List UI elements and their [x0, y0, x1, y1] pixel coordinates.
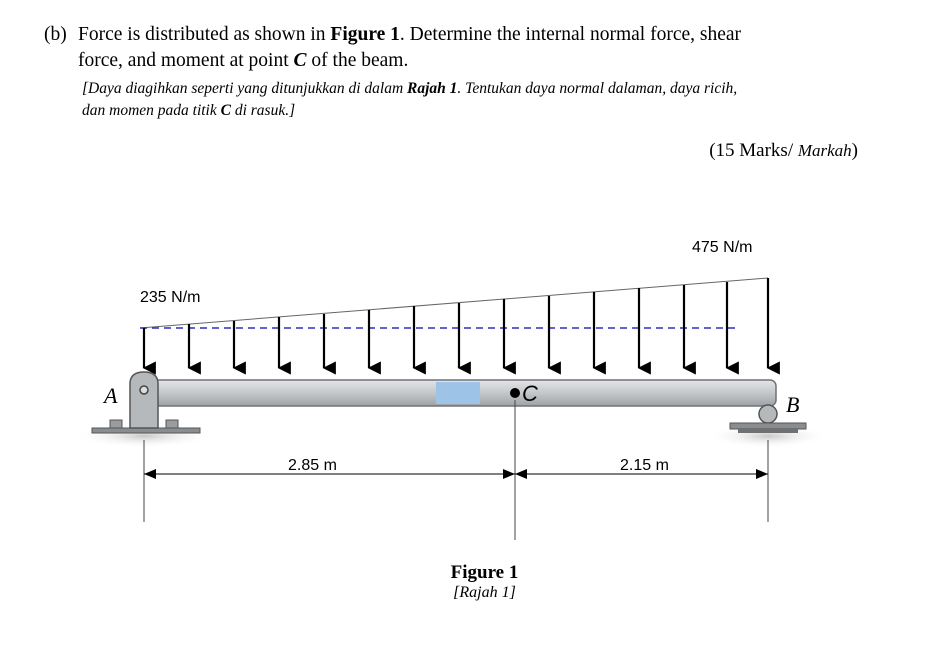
- question-text-part: . Determine the internal normal force, shear: [399, 24, 742, 45]
- figure-subtitle: [Rajah 1]: [453, 584, 516, 601]
- question-text-part: di rasuk.]: [230, 102, 296, 119]
- question-text-part: force, and moment at point: [78, 50, 294, 71]
- point-reference: C: [220, 102, 231, 119]
- question-text-part: Force is distributed as shown in: [78, 24, 331, 45]
- load-label-right: 475 N/m: [692, 239, 753, 256]
- roller-icon: [759, 405, 777, 423]
- dimension-label-left: 2.85 m: [288, 457, 337, 474]
- figure-reference: Rajah 1: [407, 80, 458, 97]
- load-envelope-line: [140, 278, 768, 328]
- load-arrows: [144, 278, 768, 368]
- marks-malay: Markah: [797, 141, 852, 160]
- point-a-label: A: [104, 383, 118, 408]
- figure-reference: Figure 1: [330, 24, 400, 45]
- marks-english: (15 Marks/: [709, 140, 798, 161]
- point-b-label: B: [786, 392, 800, 417]
- point-c-label: C: [522, 381, 538, 406]
- marks-close: ): [851, 140, 858, 161]
- figure-title: Figure 1: [450, 562, 519, 583]
- question-text-part: [Daya diagihkan seperti yang ditunjukkan di dalam: [82, 80, 408, 97]
- beam-highlight: [436, 382, 480, 404]
- load-label-left: 235 N/m: [140, 289, 201, 306]
- question-label: (b): [44, 24, 67, 45]
- point-c-dot: [510, 388, 520, 398]
- question-text-part: of the beam.: [306, 50, 409, 71]
- dimension-label-right: 2.15 m: [620, 457, 669, 474]
- pin-icon: [140, 386, 148, 394]
- figure-caption: [0, 562, 933, 602]
- question-text-part: . Tentukan daya normal dalaman, daya ricih,: [457, 80, 738, 97]
- point-reference: C: [293, 50, 307, 71]
- question-text-part: dan momen pada titik: [82, 102, 221, 119]
